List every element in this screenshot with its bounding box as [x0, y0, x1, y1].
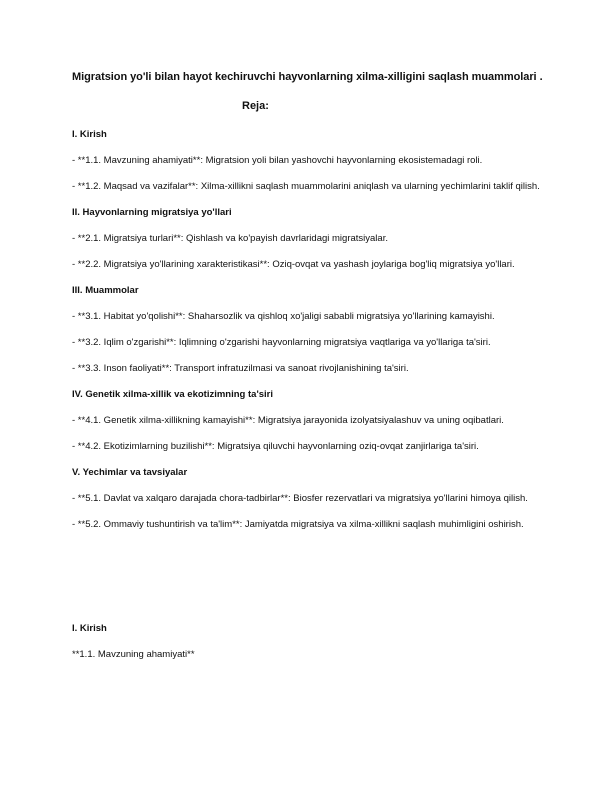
- document-content: [72, 127, 542, 673]
- plan-item: - **2.2. Migratsiya yo'llarining xarakteristikasi**: Oziq-ovqat va yashash joylariga bog'liq migratsiya yo'llari.: [72, 259, 515, 270]
- plan-item: - **5.1. Davlat va xalqaro darajada chora-tadbirlar**: Biosfer rezervatlari va migratsiya yo'llarini himoya qilish.: [72, 493, 528, 504]
- plan-item: - **5.2. Ommaviy tushuntirish va ta'lim**: Jamiyatda migratsiya va xilma-xillikni saqlash muhimligini oshirish.: [72, 519, 524, 530]
- plan-label: Reja:: [242, 100, 269, 112]
- plan-item: - **4.2. Ekotizimlarning buzilishi**: Migratsiya qiluvchi hayvonlarning oziq-ovqat zanjirlariga ta'siri.: [72, 441, 479, 452]
- section-heading: IV. Genetik xilma-xillik va ekotizimning ta'siri: [72, 389, 273, 400]
- section-heading: V. Yechimlar va tavsiyalar: [72, 467, 188, 478]
- section-heading: I. Kirish: [72, 129, 107, 140]
- document-title: Migratsion yo'li bilan hayot kechiruvchi hayvonlarning xilma-xilligini saqlash muammolari .: [72, 71, 543, 83]
- section-heading: III. Muammolar: [72, 285, 139, 296]
- plan-item: - **3.2. Iqlim o'zgarishi**: Iqlimning o'zgarishi hayvonlarning migratsiya vaqtlariga va yo'llariga ta'siri.: [72, 337, 491, 348]
- body-subheading: **1.1. Mavzuning ahamiyati**: [72, 649, 195, 660]
- plan-item: - **3.3. Inson faoliyati**: Transport infratuzilmasi va sanoat rivojlanishining ta'siri.: [72, 363, 409, 374]
- plan-item: - **4.1. Genetik xilma-xillikning kamayishi**: Migratsiya jarayonida izolyatsiyalashuv va uning oqibatlari.: [72, 415, 504, 426]
- plan-item: - **1.1. Mavzuning ahamiyati**: Migratsion yoli bilan yashovchi hayvonlarning ekosistemadagi roli.: [72, 155, 483, 166]
- body-section-heading: I. Kirish: [72, 623, 107, 634]
- plan-item: - **3.1. Habitat yo'qolishi**: Shaharsozlik va qishloq xo'jaligi sababli migratsiya yo'llarining kamayishi.: [72, 311, 495, 322]
- section-heading: II. Hayvonlarning migratsiya yo'llari: [72, 207, 232, 218]
- plan-item: - **2.1. Migratsiya turlari**: Qishlash va ko'payish davrlaridagi migratsiyalar.: [72, 233, 388, 244]
- plan-item: - **1.2. Maqsad va vazifalar**: Xilma-xillikni saqlash muammolarini aniqlash va ularning yechimlarini taklif qilish.: [72, 181, 540, 192]
- spacer: [72, 543, 542, 621]
